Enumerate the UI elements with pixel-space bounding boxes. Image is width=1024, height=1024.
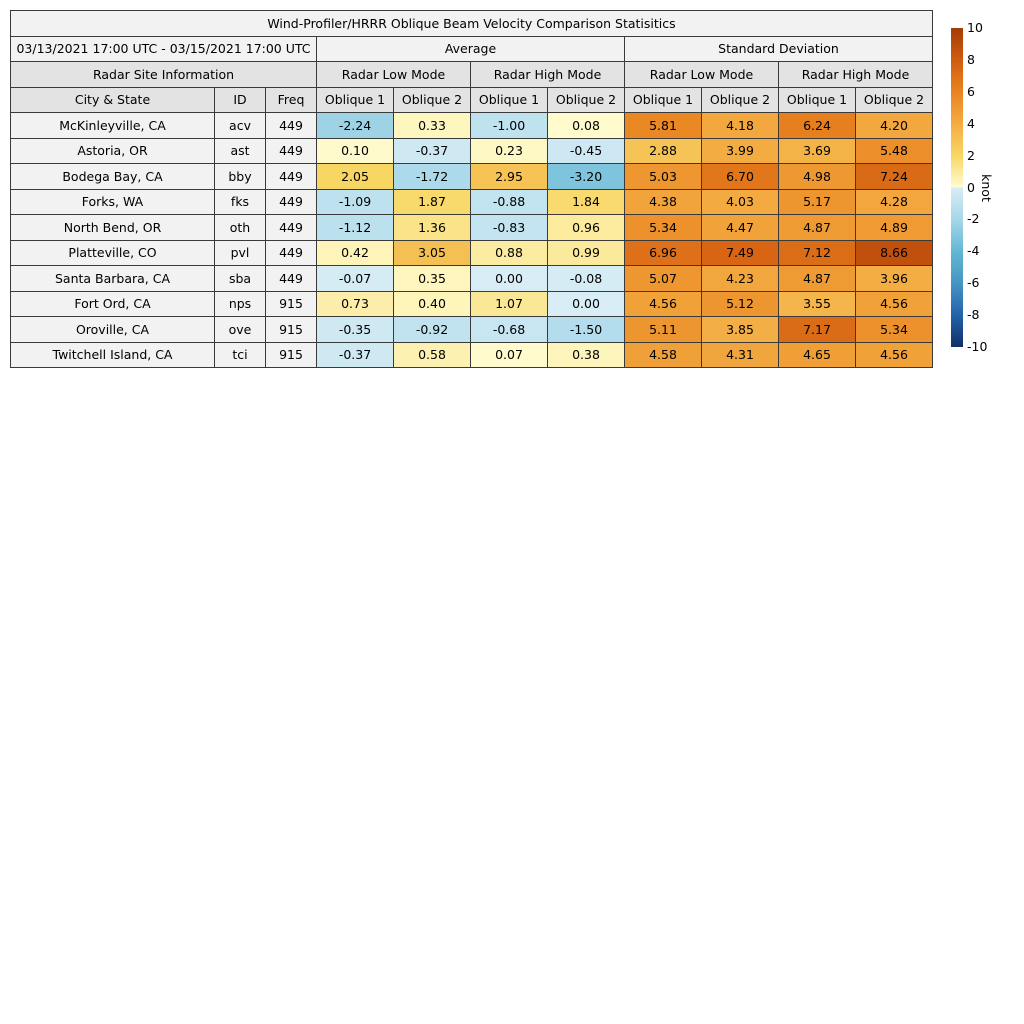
table-title: Wind-Profiler/HRRR Oblique Beam Velocity Comparison Statisitics: [11, 11, 933, 37]
colorbar-tick-label: 2: [967, 147, 975, 163]
value-cell: 7.17: [779, 317, 856, 343]
value-cell: 3.05: [394, 240, 471, 266]
id-cell: bby: [215, 164, 266, 190]
freq-cell: 449: [266, 164, 317, 190]
value-cell: 4.18: [702, 113, 779, 139]
id-cell: ove: [215, 317, 266, 343]
group-header-row: [11, 36, 933, 62]
city-cell: Santa Barbara, CA: [11, 266, 215, 292]
value-cell: -2.24: [317, 113, 394, 139]
colorbar-tick-label: -10: [967, 339, 988, 354]
group-header-stddev: Standard Deviation: [625, 36, 933, 62]
value-cell: 3.96: [856, 266, 933, 292]
colorbar-tick-label: -6: [967, 275, 980, 291]
value-cell: -0.08: [548, 266, 625, 292]
table-row: [11, 189, 933, 215]
value-cell: 4.23: [702, 266, 779, 292]
value-cell: 7.12: [779, 240, 856, 266]
value-cell: 4.65: [779, 342, 856, 368]
colorbar-tick-label: 8: [967, 51, 975, 67]
value-cell: 0.99: [548, 240, 625, 266]
group-header-average: Average: [317, 36, 625, 62]
value-cell: 7.49: [702, 240, 779, 266]
value-cell: -0.37: [394, 138, 471, 164]
value-cell: 8.66: [856, 240, 933, 266]
city-cell: Oroville, CA: [11, 317, 215, 343]
oblique-header: Oblique 1: [625, 87, 702, 113]
value-cell: 1.36: [394, 215, 471, 241]
column-header-row: [11, 87, 933, 113]
colorbar-tick-label: 0: [967, 179, 975, 195]
table-row: [11, 317, 933, 343]
value-cell: 4.47: [702, 215, 779, 241]
value-cell: 0.58: [394, 342, 471, 368]
value-cell: 0.35: [394, 266, 471, 292]
value-cell: -0.83: [471, 215, 548, 241]
value-cell: 4.31: [702, 342, 779, 368]
oblique-header: Oblique 2: [702, 87, 779, 113]
value-cell: 1.87: [394, 189, 471, 215]
id-cell: acv: [215, 113, 266, 139]
value-cell: -0.45: [548, 138, 625, 164]
table-row: [11, 215, 933, 241]
id-cell: fks: [215, 189, 266, 215]
city-cell: Forks, WA: [11, 189, 215, 215]
value-cell: 6.96: [625, 240, 702, 266]
freq-cell: 449: [266, 138, 317, 164]
value-cell: 4.98: [779, 164, 856, 190]
value-cell: 7.24: [856, 164, 933, 190]
value-cell: -1.50: [548, 317, 625, 343]
city-cell: Astoria, OR: [11, 138, 215, 164]
freq-cell: 449: [266, 215, 317, 241]
value-cell: -0.92: [394, 317, 471, 343]
freq-cell: 449: [266, 266, 317, 292]
id-cell: pvl: [215, 240, 266, 266]
mode-header-avg-low: Radar Low Mode: [317, 62, 471, 88]
city-cell: Fort Ord, CA: [11, 291, 215, 317]
city-cell: Bodega Bay, CA: [11, 164, 215, 190]
value-cell: 3.99: [702, 138, 779, 164]
value-cell: 4.38: [625, 189, 702, 215]
mode-header-sd-low: Radar Low Mode: [625, 62, 779, 88]
title-row: [11, 11, 933, 37]
stats-table: [10, 10, 933, 368]
value-cell: 0.33: [394, 113, 471, 139]
value-cell: 4.03: [702, 189, 779, 215]
freq-cell: 449: [266, 189, 317, 215]
value-cell: 6.24: [779, 113, 856, 139]
value-cell: -0.68: [471, 317, 548, 343]
oblique-header: Oblique 1: [317, 87, 394, 113]
value-cell: 5.07: [625, 266, 702, 292]
colorbar-tick-label: -8: [967, 307, 980, 323]
colorbar-tick-label: -4: [967, 243, 980, 259]
column-header-id: ID: [215, 87, 266, 113]
value-cell: 5.34: [625, 215, 702, 241]
value-cell: 3.69: [779, 138, 856, 164]
table-row: [11, 291, 933, 317]
value-cell: 4.28: [856, 189, 933, 215]
freq-cell: 915: [266, 291, 317, 317]
city-cell: North Bend, OR: [11, 215, 215, 241]
colorbar-tick-label: 6: [967, 83, 975, 99]
value-cell: 2.95: [471, 164, 548, 190]
id-cell: nps: [215, 291, 266, 317]
value-cell: -1.00: [471, 113, 548, 139]
site-info-header: Radar Site Information: [11, 62, 317, 88]
value-cell: 4.56: [856, 342, 933, 368]
value-cell: 0.73: [317, 291, 394, 317]
value-cell: 5.48: [856, 138, 933, 164]
value-cell: -0.88: [471, 189, 548, 215]
id-cell: sba: [215, 266, 266, 292]
value-cell: 0.23: [471, 138, 548, 164]
mode-header-row: [11, 62, 933, 88]
freq-cell: 915: [266, 342, 317, 368]
value-cell: -1.12: [317, 215, 394, 241]
freq-cell: 449: [266, 113, 317, 139]
value-cell: 0.88: [471, 240, 548, 266]
value-cell: 4.89: [856, 215, 933, 241]
table-row: [11, 138, 933, 164]
oblique-header: Oblique 2: [394, 87, 471, 113]
value-cell: 1.07: [471, 291, 548, 317]
value-cell: 3.85: [702, 317, 779, 343]
value-cell: 2.05: [317, 164, 394, 190]
value-cell: 2.88: [625, 138, 702, 164]
colorbar-tick-label: 10: [967, 20, 983, 35]
value-cell: -1.72: [394, 164, 471, 190]
value-cell: 4.87: [779, 266, 856, 292]
value-cell: 5.03: [625, 164, 702, 190]
freq-cell: 449: [266, 240, 317, 266]
value-cell: -3.20: [548, 164, 625, 190]
value-cell: 5.81: [625, 113, 702, 139]
oblique-header: Oblique 2: [548, 87, 625, 113]
freq-cell: 915: [266, 317, 317, 343]
table-row: [11, 342, 933, 368]
value-cell: 3.55: [779, 291, 856, 317]
city-cell: Twitchell Island, CA: [11, 342, 215, 368]
value-cell: 0.42: [317, 240, 394, 266]
value-cell: 5.11: [625, 317, 702, 343]
colorbar-gradient: [951, 28, 963, 347]
id-cell: oth: [215, 215, 266, 241]
value-cell: 0.07: [471, 342, 548, 368]
value-cell: 4.87: [779, 215, 856, 241]
value-cell: 6.70: [702, 164, 779, 190]
colorbar-tick-label: -2: [967, 211, 980, 227]
value-cell: 4.56: [625, 291, 702, 317]
value-cell: -1.09: [317, 189, 394, 215]
colorbar-unit-label: knot: [979, 174, 994, 202]
city-cell: Platteville, CO: [11, 240, 215, 266]
mode-header-sd-high: Radar High Mode: [779, 62, 933, 88]
table-row: [11, 113, 933, 139]
value-cell: 0.38: [548, 342, 625, 368]
column-header-city: City & State: [11, 87, 215, 113]
value-cell: -0.37: [317, 342, 394, 368]
id-cell: ast: [215, 138, 266, 164]
column-header-freq: Freq: [266, 87, 317, 113]
table-row: [11, 240, 933, 266]
value-cell: 4.56: [856, 291, 933, 317]
value-cell: 4.58: [625, 342, 702, 368]
oblique-header: Oblique 2: [856, 87, 933, 113]
value-cell: 1.84: [548, 189, 625, 215]
value-cell: 0.08: [548, 113, 625, 139]
value-cell: 0.00: [548, 291, 625, 317]
value-cell: 0.00: [471, 266, 548, 292]
value-cell: -0.35: [317, 317, 394, 343]
value-cell: 5.34: [856, 317, 933, 343]
oblique-header: Oblique 1: [471, 87, 548, 113]
value-cell: 5.12: [702, 291, 779, 317]
value-cell: -0.07: [317, 266, 394, 292]
value-cell: 4.20: [856, 113, 933, 139]
mode-header-avg-high: Radar High Mode: [471, 62, 625, 88]
value-cell: 0.40: [394, 291, 471, 317]
city-cell: McKinleyville, CA: [11, 113, 215, 139]
table-row: [11, 266, 933, 292]
value-cell: 0.10: [317, 138, 394, 164]
table-row: [11, 164, 933, 190]
id-cell: tci: [215, 342, 266, 368]
value-cell: 0.96: [548, 215, 625, 241]
table-body: [11, 113, 933, 368]
value-cell: 5.17: [779, 189, 856, 215]
date-range-cell: 03/13/2021 17:00 UTC - 03/15/2021 17:00 UTC: [11, 36, 317, 62]
oblique-header: Oblique 1: [779, 87, 856, 113]
colorbar-tick-label: 4: [967, 115, 975, 131]
